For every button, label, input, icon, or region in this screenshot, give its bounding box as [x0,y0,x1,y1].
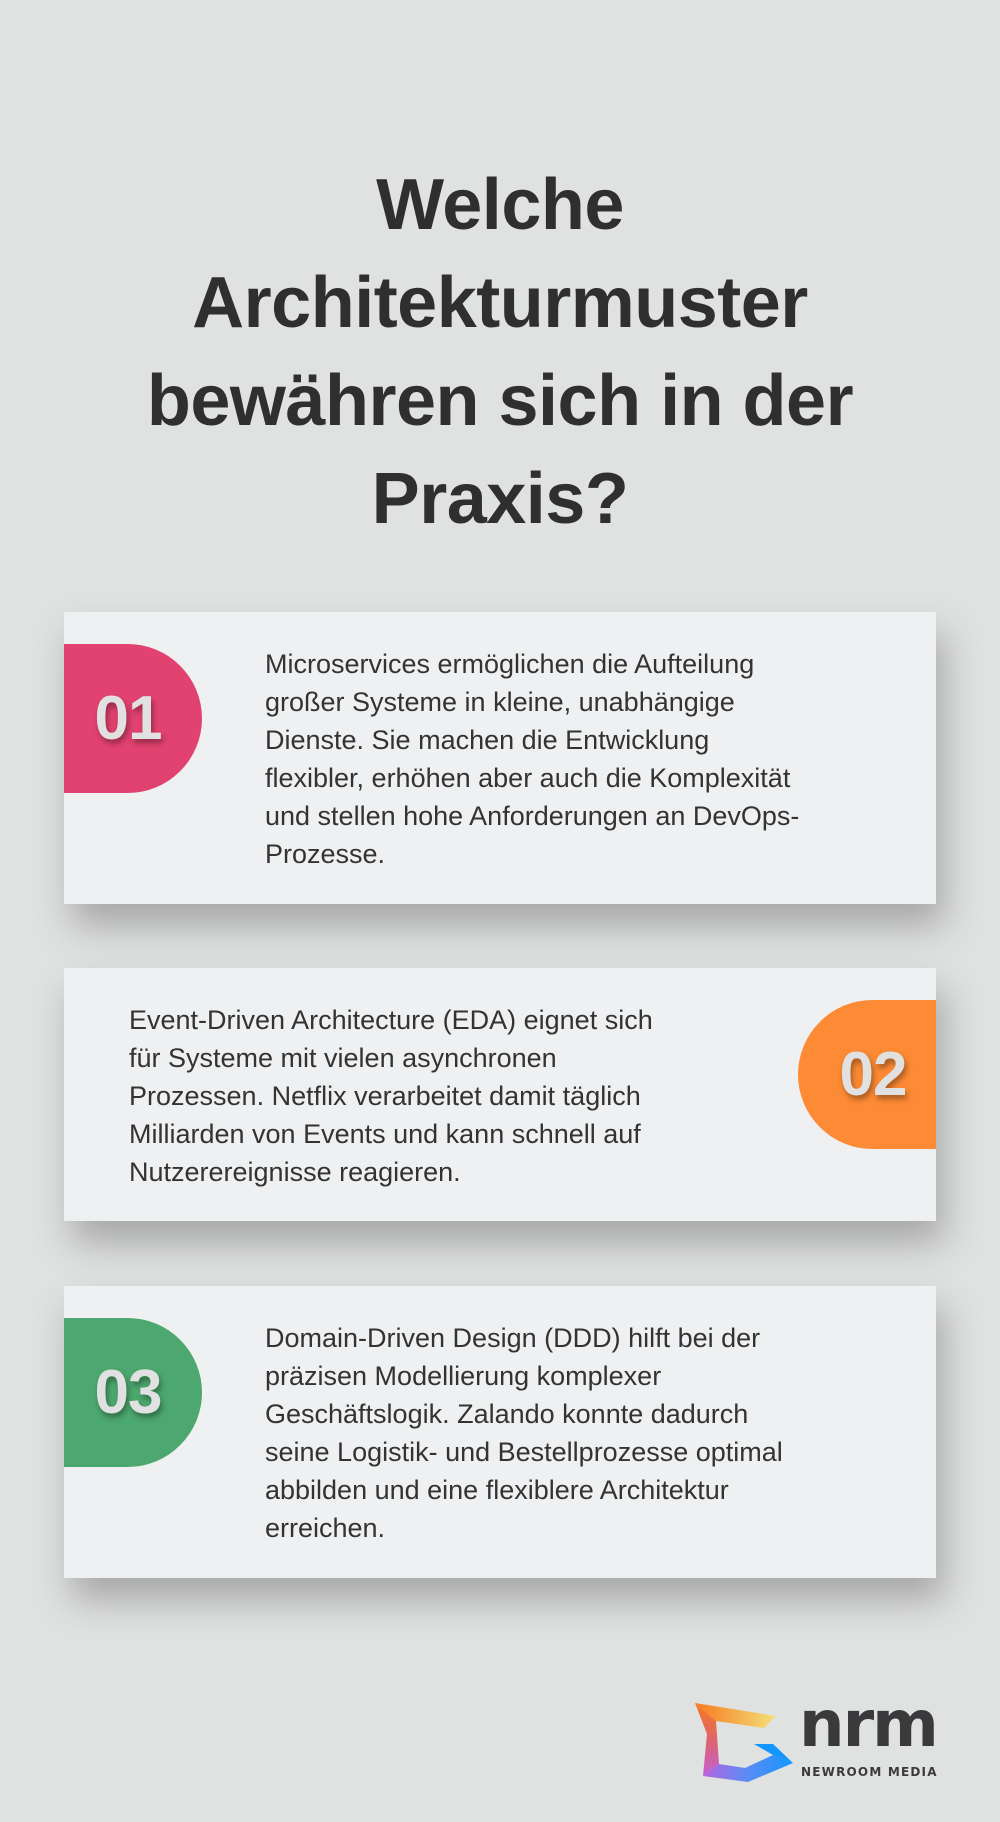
newroom-media-logo [693,1688,943,1788]
text-line: Event-Driven Architecture (EDA) eignet sich [129,1005,653,1035]
text-line: großer Systeme in kleine, unabhängige [265,687,735,717]
title-line: bewähren sich in der [146,361,854,442]
card-event-driven [64,968,936,1221]
text-line: für Systeme mit vielen asynchronen [129,1043,557,1073]
text-line: seine Logistik- und Bestellprozesse optimal [265,1437,783,1467]
number-badge [64,644,202,793]
number-badge [798,1000,936,1149]
text-line: erreichen. [265,1513,386,1543]
text-line: Milliarden von Events und kann schnell auf [129,1119,641,1149]
text-line: Prozesse. [265,839,386,869]
text-line: abbilden und eine flexiblere Architektur [265,1475,729,1505]
text-line: Prozessen. Netflix verarbeitet damit täglich [129,1081,641,1111]
badge-number: 01 [94,684,162,753]
number-badge [64,1318,202,1467]
text-line: Microservices ermöglichen die Aufteilung [265,649,755,679]
logo-wordmark: nrm [799,1688,937,1762]
logo-subtitle: NEWROOM MEDIA [801,1765,938,1779]
badge-number: 03 [94,1358,162,1427]
text-line: flexibler, erhöhen aber auch die Komplexität [265,763,791,793]
page-title [0,156,1000,548]
card-text [265,1319,783,1547]
nrm-logo-mark-icon [693,1698,797,1788]
text-line: Nutzerereignisse reagieren. [129,1157,461,1187]
text-line: Domain-Driven Design (DDD) hilft bei der [265,1323,761,1353]
title-line: Praxis? [371,459,629,540]
text-line: Dienste. Sie machen die Entwicklung [265,725,710,755]
badge-number: 02 [839,1040,907,1109]
text-line: Geschäftslogik. Zalando konnte dadurch [265,1399,749,1429]
text-line: präzisen Modellierung komplexer [265,1361,662,1391]
title-line: Welche [376,165,624,246]
card-microservices [64,612,936,904]
card-text [129,1001,653,1191]
card-domain-driven [64,1286,936,1578]
card-text [265,645,799,873]
title-line: Architekturmuster [192,263,808,344]
text-line: und stellen hohe Anforderungen an DevOps- [265,801,800,831]
